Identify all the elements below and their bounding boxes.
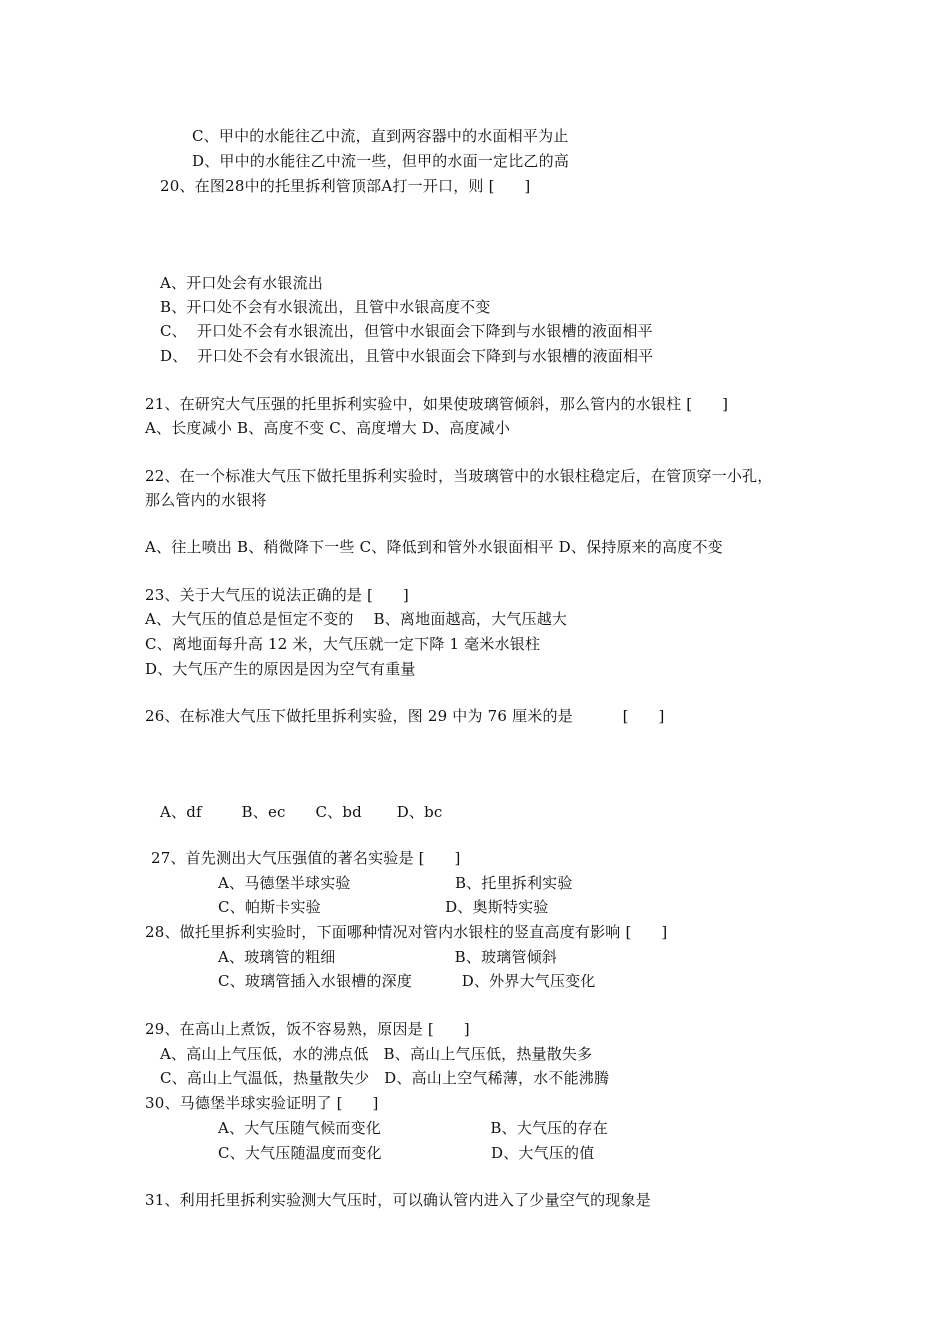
- q22-stem-line1: 22、在一个标准大气压下做托里拆利实验时，当玻璃管中的水银柱稳定后，在管顶穿一小孔，: [145, 467, 773, 485]
- q31-stem: 31、利用托里拆利实验测大气压时，可以确认管内进入了少量空气的现象是: [145, 1191, 651, 1209]
- q29-options-ab: A、高山上气压低，水的沸点低 B、高山上气压低，热量散失多: [160, 1045, 593, 1063]
- q22-options: A、往上喷出 B、稍微降下一些 C、降低到和管外水银面相平 D、保持原来的高度不变: [145, 538, 723, 556]
- q23-options-ab: A、大气压的值总是恒定不变的 B、离地面越高，大气压越大: [145, 610, 568, 628]
- q23-option-c: C、离地面每升高 12 米，大气压就一定下降 1 毫米水银柱: [145, 635, 541, 653]
- q27-stem: 27、首先测出大气压强值的著名实验是 [ ]: [151, 849, 461, 867]
- q29-options-cd: C、高山上气温低，热量散失少 D、高山上空气稀薄，水不能沸腾: [160, 1069, 610, 1087]
- q20-option-c: C、 开口处不会有水银流出，但管中水银面会下降到与水银槽的液面相平: [160, 322, 653, 340]
- q30-stem: 30、马德堡半球实验证明了 [ ]: [145, 1094, 379, 1112]
- q20-option-b: B、开口处不会有水银流出，且管中水银高度不变: [160, 298, 491, 316]
- q22-stem-line2: 那么管内的水银将: [145, 491, 267, 509]
- q27-options-ab: A、马德堡半球实验 B、托里拆利实验: [218, 874, 573, 892]
- q20-stem: 20、在图28中的托里拆利管顶部A打一开口，则 [ ]: [160, 177, 531, 195]
- q23-stem: 23、关于大气压的说法正确的是 [ ]: [145, 586, 409, 604]
- q28-stem: 28、做托里拆利实验时，下面哪种情况对管内水银柱的竖直高度有影响 [ ]: [145, 923, 668, 941]
- q30-options-cd: C、大气压随温度而变化 D、大气压的值: [218, 1144, 595, 1162]
- q30-options-ab: A、大气压随气候而变化 B、大气压的存在: [218, 1119, 608, 1137]
- q28-options-ab: A、玻璃管的粗细 B、玻璃管倾斜: [218, 948, 558, 966]
- q26-stem: 26、在标准大气压下做托里拆利实验，图 29 中为 76 厘米的是 [ ]: [145, 707, 665, 725]
- q19-option-d: D、甲中的水能往乙中流一些，但甲的水面一定比乙的高: [192, 152, 570, 170]
- q21-stem: 21、在研究大气压强的托里拆利实验中，如果使玻璃管倾斜，那么管内的水银柱 [ ]: [145, 395, 729, 413]
- q29-stem: 29、在高山上煮饭，饭不容易熟，原因是 [ ]: [145, 1020, 470, 1038]
- q20-option-d: D、 开口处不会有水银流出，且管中水银面会下降到与水银槽的液面相平: [160, 347, 654, 365]
- q21-options: A、长度减小 B、高度不变 C、高度增大 D、高度减小: [145, 419, 511, 437]
- q19-option-c: C、甲中的水能往乙中流，直到两容器中的水面相平为止: [192, 127, 569, 145]
- q23-option-d: D、大气压产生的原因是因为空气有重量: [145, 660, 416, 678]
- q26-options: A、df B、ec C、bd D、bc: [160, 803, 443, 821]
- q27-options-cd: C、帕斯卡实验 D、奥斯特实验: [218, 898, 549, 916]
- q20-option-a: A、开口处会有水银流出: [160, 274, 324, 292]
- q28-options-cd: C、玻璃管插入水银槽的深度 D、外界大气压变化: [218, 972, 596, 990]
